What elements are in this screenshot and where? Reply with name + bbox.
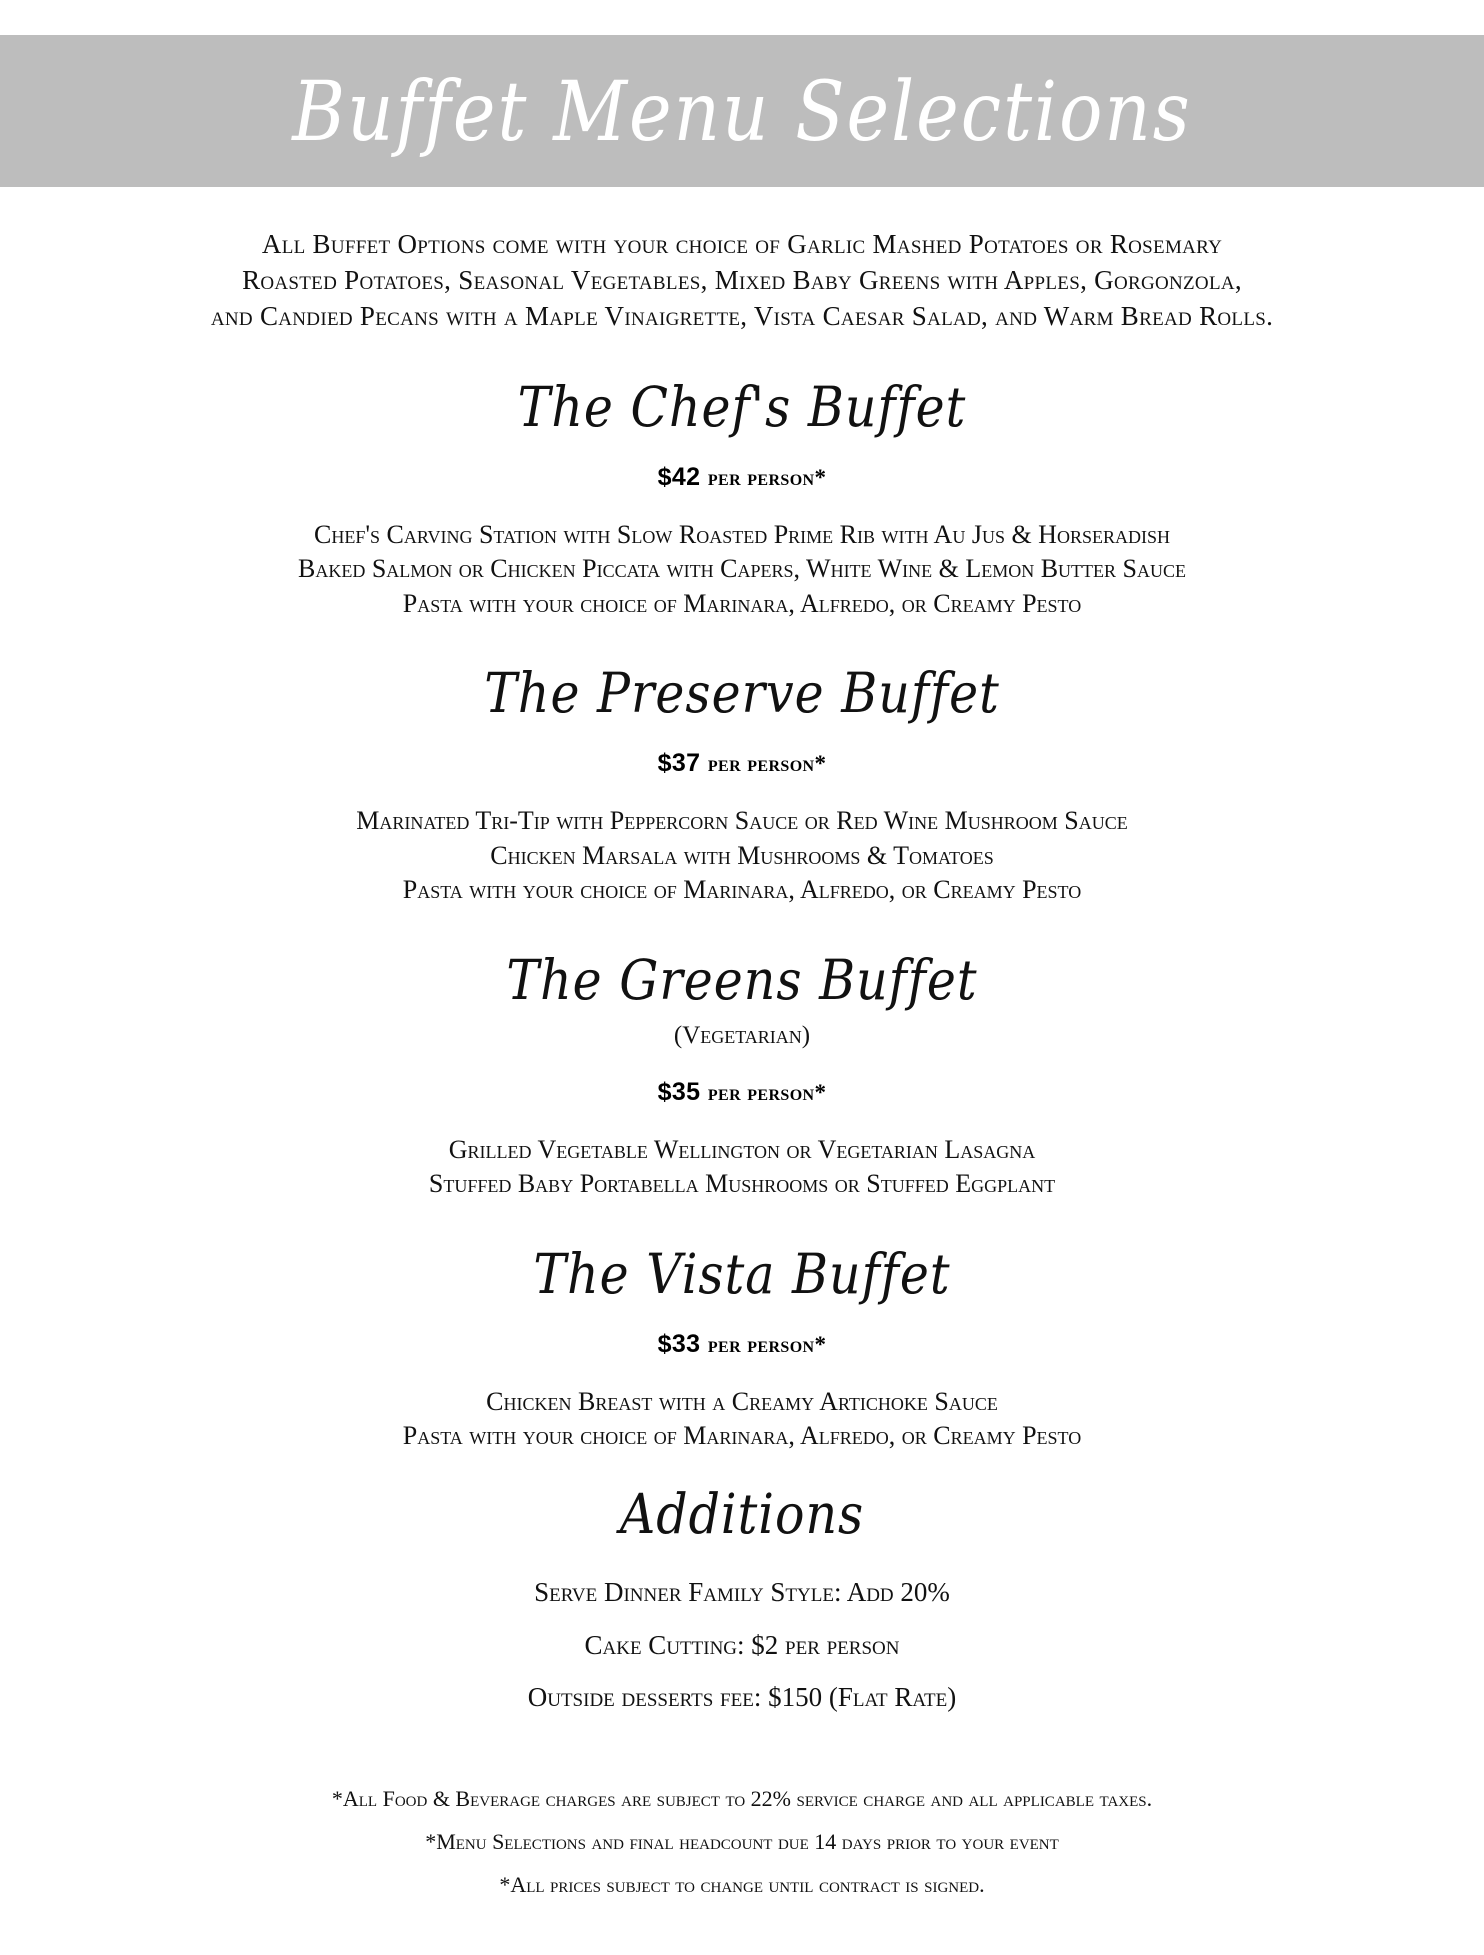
page-title: Buffet Menu Selections	[292, 62, 1192, 160]
price-suffix: per person*	[707, 464, 827, 490]
list-item: Outside desserts fee: $150 (Flat Rate)	[527, 1682, 957, 1713]
section-items	[0, 1385, 1484, 1454]
list-item: Grilled Vegetable Wellington or Vegetarian Lasagna	[448, 1134, 1036, 1164]
intro-line-3: and Candied Pecans with a Maple Vinaigrette, Vista Caesar Salad, and Warm Bread Rolls.	[210, 300, 1274, 331]
footnote-line: *All Food & Beverage charges are subject to 22% service charge and all applicable taxes.	[331, 1785, 1153, 1811]
menu-page	[0, 35, 1484, 1955]
section-items	[0, 804, 1484, 908]
buffet-section-chefs	[0, 375, 1484, 622]
additions-items	[0, 1566, 1484, 1724]
list-item: Stuffed Baby Portabella Mushrooms or Stuffed Eggplant	[428, 1169, 1056, 1199]
page-banner	[0, 35, 1484, 187]
section-price	[0, 463, 1484, 492]
section-title: The Greens Buffet	[506, 948, 978, 1013]
price-suffix: per person*	[707, 1079, 827, 1105]
intro-line-2: Roasted Potatoes, Seasonal Vegetables, Mixed Baby Greens with Apples, Gorgonzola,	[242, 264, 1242, 295]
price-amount: $37	[657, 749, 701, 778]
list-item: Cake Cutting: $2 per person	[584, 1629, 900, 1660]
footnotes	[0, 1778, 1484, 1907]
price-amount: $35	[657, 1077, 701, 1106]
list-item: Pasta with your choice of Marinara, Alfredo, or Creamy Pesto	[402, 875, 1082, 905]
price-suffix: per person*	[707, 1331, 827, 1357]
buffet-section-greens	[0, 948, 1484, 1202]
additions-section	[0, 1482, 1484, 1724]
intro-line-1: All Buffet Options come with your choice of Garlic Mashed Potatoes or Rosemary	[261, 229, 1223, 259]
price-amount: $42	[657, 462, 701, 491]
price-suffix: per person*	[707, 751, 827, 777]
section-title: Additions	[619, 1482, 865, 1547]
list-item: Pasta with your choice of Marinara, Alfredo, or Creamy Pesto	[402, 588, 1082, 618]
footnote-line: *Menu Selections and final headcount due 14 days prior to your event	[425, 1828, 1059, 1854]
buffet-section-preserve	[0, 661, 1484, 908]
section-price	[0, 749, 1484, 778]
section-price	[0, 1078, 1484, 1107]
section-title: The Preserve Buffet	[484, 661, 1000, 726]
list-item: Marinated Tri-Tip with Peppercorn Sauce or Red Wine Mushroom Sauce	[356, 806, 1128, 836]
buffet-section-vista	[0, 1242, 1484, 1454]
list-item: Chicken Breast with a Creamy Artichoke Sauce	[486, 1386, 998, 1416]
section-title: The Chef's Buffet	[517, 375, 967, 440]
section-price	[0, 1330, 1484, 1359]
section-items	[0, 1133, 1484, 1202]
section-subnote: (Vegetarian)	[673, 1021, 811, 1049]
footnote-line: *All prices subject to change until contract is signed.	[499, 1871, 985, 1897]
section-items	[0, 518, 1484, 622]
list-item: Chicken Marsala with Mushrooms & Tomatoes	[490, 840, 994, 870]
intro-paragraph	[97, 227, 1387, 335]
list-item: Serve Dinner Family Style: Add 20%	[534, 1576, 950, 1607]
price-amount: $33	[657, 1329, 701, 1358]
list-item: Baked Salmon or Chicken Piccata with Capers, White Wine & Lemon Butter Sauce	[298, 554, 1186, 584]
list-item: Pasta with your choice of Marinara, Alfredo, or Creamy Pesto	[402, 1421, 1082, 1451]
section-title: The Vista Buffet	[533, 1242, 951, 1307]
list-item: Chef's Carving Station with Slow Roasted Prime Rib with Au Jus & Horseradish	[314, 519, 1170, 549]
